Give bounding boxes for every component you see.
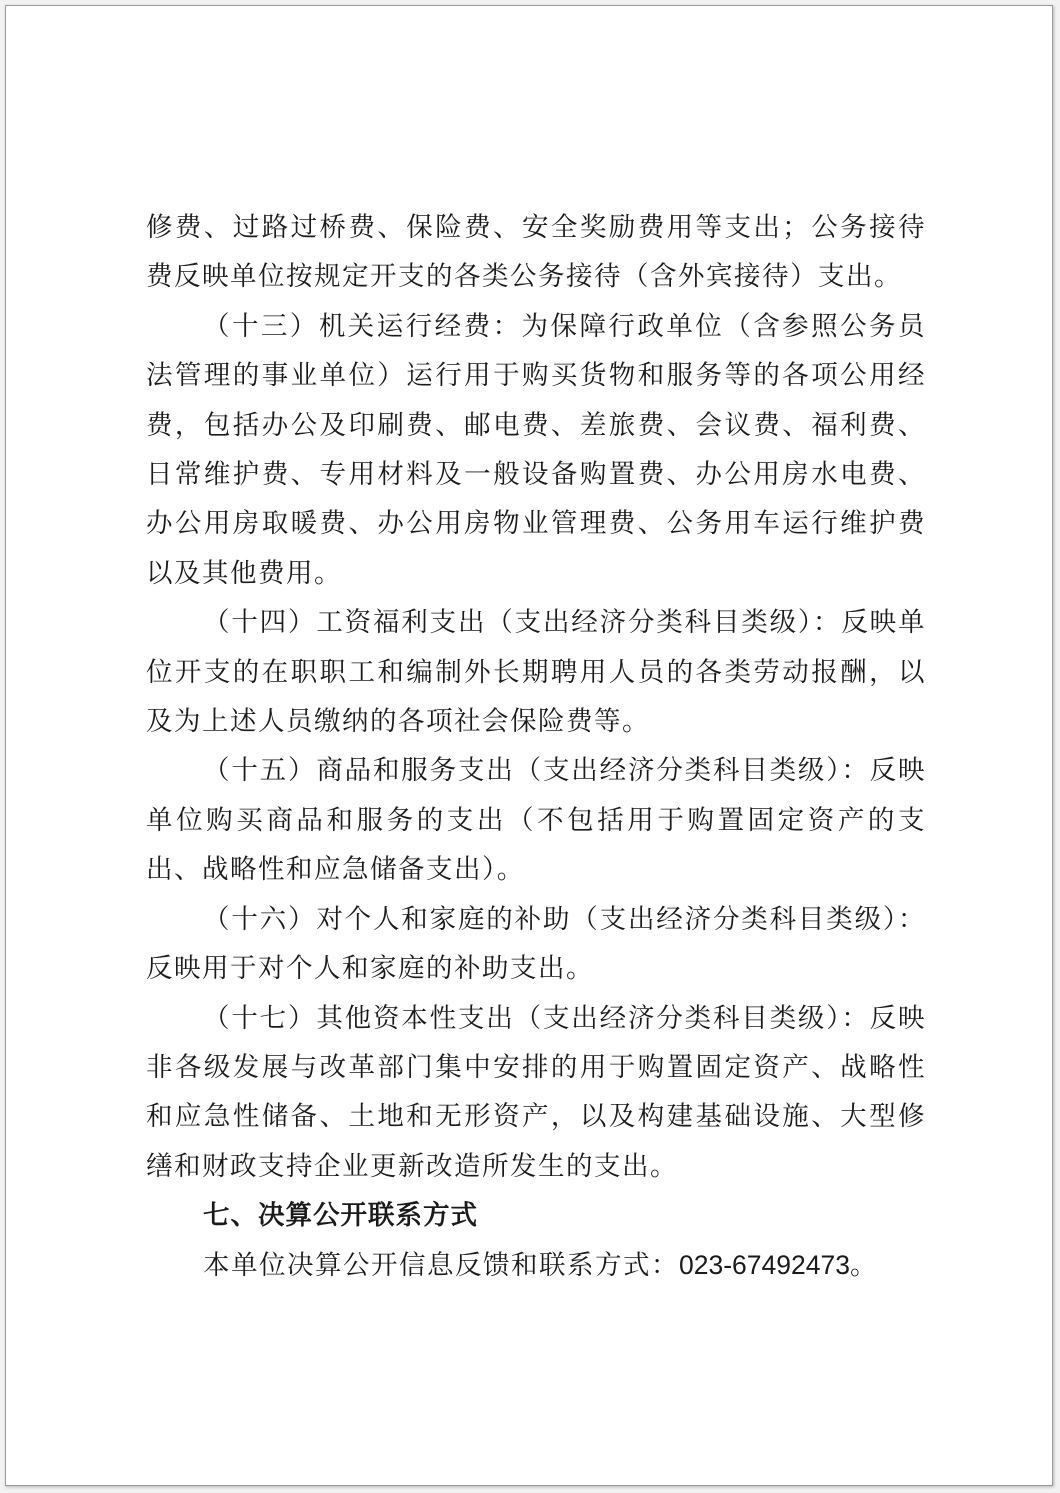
paragraph-item-17: （十七）其他资本性支出（支出经济分类科目类级）：反映非各级发展与改革部门集中安排的用于购置固定资产、战略性和应急性储备、土地和无形资产，以及构建基础设施、大型修缮和财政支持企业更新改造所发生的支出。 xyxy=(146,1002,926,1182)
document-page xyxy=(5,5,1053,1486)
contact-phone-number: 023-67492473 xyxy=(679,1249,850,1280)
contact-suffix: 。 xyxy=(849,1249,878,1281)
paragraph-item-13: （十三）机关运行经费：为保障行政单位（含参照公务员法管理的事业单位）运行用于购买货物和服务等的各项公用经费，包括办公及印刷费、邮电费、差旅费、会议费、福利费、日常维护费、专用材料及一般设备购置费、办公用房水电费、办公用房取暖费、办公用房物业管理费、公务用车运行维护费以及其他费用。 xyxy=(146,310,926,589)
section-heading: 七、决算公开联系方式 xyxy=(203,1200,478,1232)
paragraph-item-16: （十六）对个人和家庭的补助（支出经济分类科目类级）：反映用于对个人和家庭的补助支出。 xyxy=(146,903,926,985)
paragraph-continuation: 修费、过路过桥费、保险费、安全奖励费用等支出；公务接待费反映单位按规定开支的各类公务接待（含外宾接待）支出。 xyxy=(146,212,926,293)
paragraph-item-15: （十五）商品和服务支出（支出经济分类科目类级）：反映单位购买商品和服务的支出（不包括用于购置固定资产的支出、战略性和应急储备支出）。 xyxy=(146,755,926,886)
paragraph-item-14: （十四）工资福利支出（支出经济分类科目类级）：反映单位开支的在职职工和编制外长期聘用人员的各类劳动报酬，以及为上述人员缴纳的各项社会保险费等。 xyxy=(146,607,926,738)
contact-label: 本单位决算公开信息反馈和联系方式： xyxy=(203,1249,679,1281)
document-body xyxy=(146,203,926,1290)
contact-paragraph xyxy=(146,1241,926,1290)
